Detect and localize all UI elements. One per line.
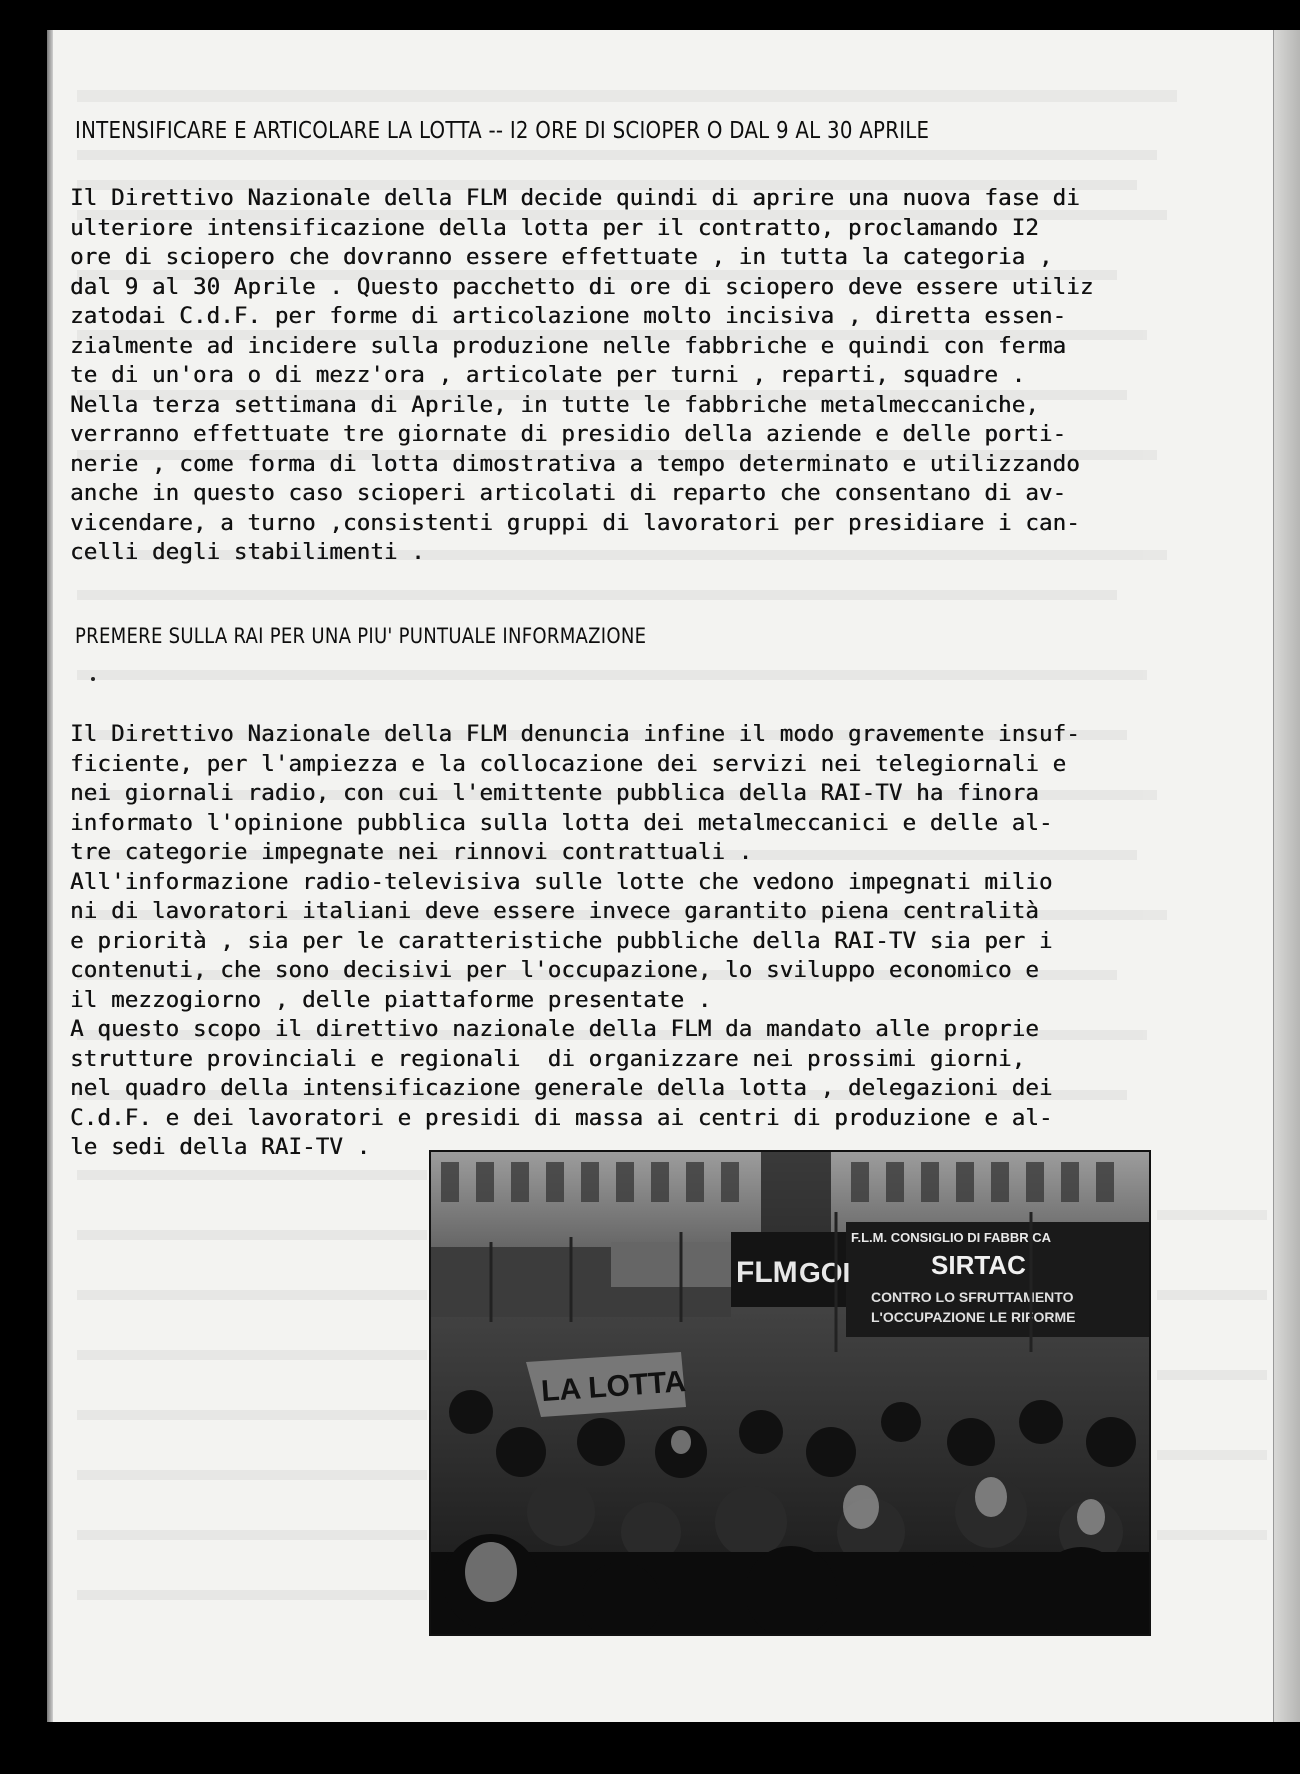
text-line: ulteriore intensificazione della lotta per il contratto, proclamando I2 xyxy=(70,214,1039,241)
banner-slogan-2: L'OCCUPAZIONE LE RIFORME xyxy=(871,1309,1076,1325)
banner-goi: GOI xyxy=(799,1257,851,1288)
protest-photo-drawing xyxy=(431,1152,1149,1634)
document-page xyxy=(47,30,1300,1722)
ink-speck xyxy=(91,677,95,681)
text-line: C.d.F. e dei lavoratori e presidi di massa ai centri di produzione e al- xyxy=(70,1104,1053,1131)
text-line: ni di lavoratori italiani deve essere invece garantito piena centralità xyxy=(70,898,1039,924)
banner-council: F.L.M. CONSIGLIO DI FABBRICA xyxy=(851,1230,1052,1245)
text-line: nel quadro della intensificazione generale della lotta , delegazioni dei xyxy=(70,1075,1053,1101)
text-line: vicendare, a turno ,consistenti gruppi di lavoratori per presidiare i can- xyxy=(70,509,1080,536)
text-line: zialmente ad incidere sulla produzione nelle fabbriche e quindi con ferma xyxy=(70,332,1067,359)
text-line: strutture provinciali e regionali di organizzare nei prossimi giorni, xyxy=(70,1045,1026,1072)
text-line: il mezzogiorno , delle piattaforme presentate . xyxy=(70,986,712,1013)
text-line: anche in questo caso scioperi articolati di reparto che consentano di av- xyxy=(70,480,1067,506)
text-line: nerie , come forma di lotta dimostrativa a tempo determinato e utilizzando xyxy=(70,450,1080,477)
paragraph-rai-information xyxy=(70,720,1080,1163)
banner-flm: FLM xyxy=(736,1256,798,1289)
text-line: ore di sciopero che dovranno essere effettuate , in tutta la categoria , xyxy=(70,244,1053,270)
text-line: contenuti, che sono decisivi per l'occupazione, lo sviluppo economico e xyxy=(70,957,1039,983)
text-line: tre categorie impegnate nei rinnovi contrattuali . xyxy=(70,839,753,865)
section-heading-rai: PREMERE SULLA RAI PER UNA PIU' PUNTUALE INFORMAZIONE xyxy=(75,624,647,648)
text-line: zatodai C.d.F. per forme di articolazione molto incisiva , diretta essen- xyxy=(70,303,1067,329)
text-line: te di un'ora o di mezz'ora , articolate per turni , reparti, squadre . xyxy=(70,362,1026,388)
text-line: verranno effettuate tre giornate di presidio della aziende e delle porti- xyxy=(70,421,1067,447)
page-left-edge xyxy=(47,30,53,1722)
section-heading-strike: INTENSIFICARE E ARTICOLARE LA LOTTA -- I2 ORE DI SCIOPER O DAL 9 AL 30 APRILE xyxy=(75,118,930,144)
text-line: nei giornali radio, con cui l'emittente pubblica della RAI-TV ha finora xyxy=(70,780,1039,806)
text-line: Il Direttivo Nazionale della FLM decide quindi di aprire una nuova fase di xyxy=(70,185,1080,211)
banner-company: SIRTAC xyxy=(931,1250,1026,1280)
text-line: ficiente, per l'ampiezza e la collocazione dei servizi nei telegiornali e xyxy=(70,750,1067,777)
paragraph-strike-plan xyxy=(70,184,1093,568)
text-line: le sedi della RAI-TV . xyxy=(70,1134,371,1160)
text-line: celli degli stabilimenti . xyxy=(70,539,425,565)
adjacent-page-edge xyxy=(1273,30,1300,1722)
protest-photo xyxy=(429,1150,1151,1636)
text-line: Il Direttivo Nazionale della FLM denuncia infine il modo gravemente insuf- xyxy=(70,721,1080,747)
text-line: All'informazione radio-televisiva sulle lotte che vedono impegnati milio xyxy=(70,868,1053,895)
text-line: dal 9 al 30 Aprile . Questo pacchetto di ore di sciopero deve essere utiliz xyxy=(70,273,1094,300)
text-line: informato l'opinione pubblica sulla lotta dei metalmeccanici e delle al- xyxy=(70,809,1053,836)
text-line: A questo scopo il direttivo nazionale della FLM da mandato alle proprie xyxy=(70,1016,1039,1042)
crowd-sign-text: LA LOTTA xyxy=(540,1365,687,1409)
text-line: Nella terza settimana di Aprile, in tutte le fabbriche metalmeccaniche, xyxy=(70,391,1039,418)
banner-slogan-1: CONTRO LO SFRUTTAMENTO xyxy=(871,1289,1074,1305)
text-line: e priorità , sia per le caratteristiche pubbliche della RAI-TV sia per i xyxy=(70,927,1053,954)
